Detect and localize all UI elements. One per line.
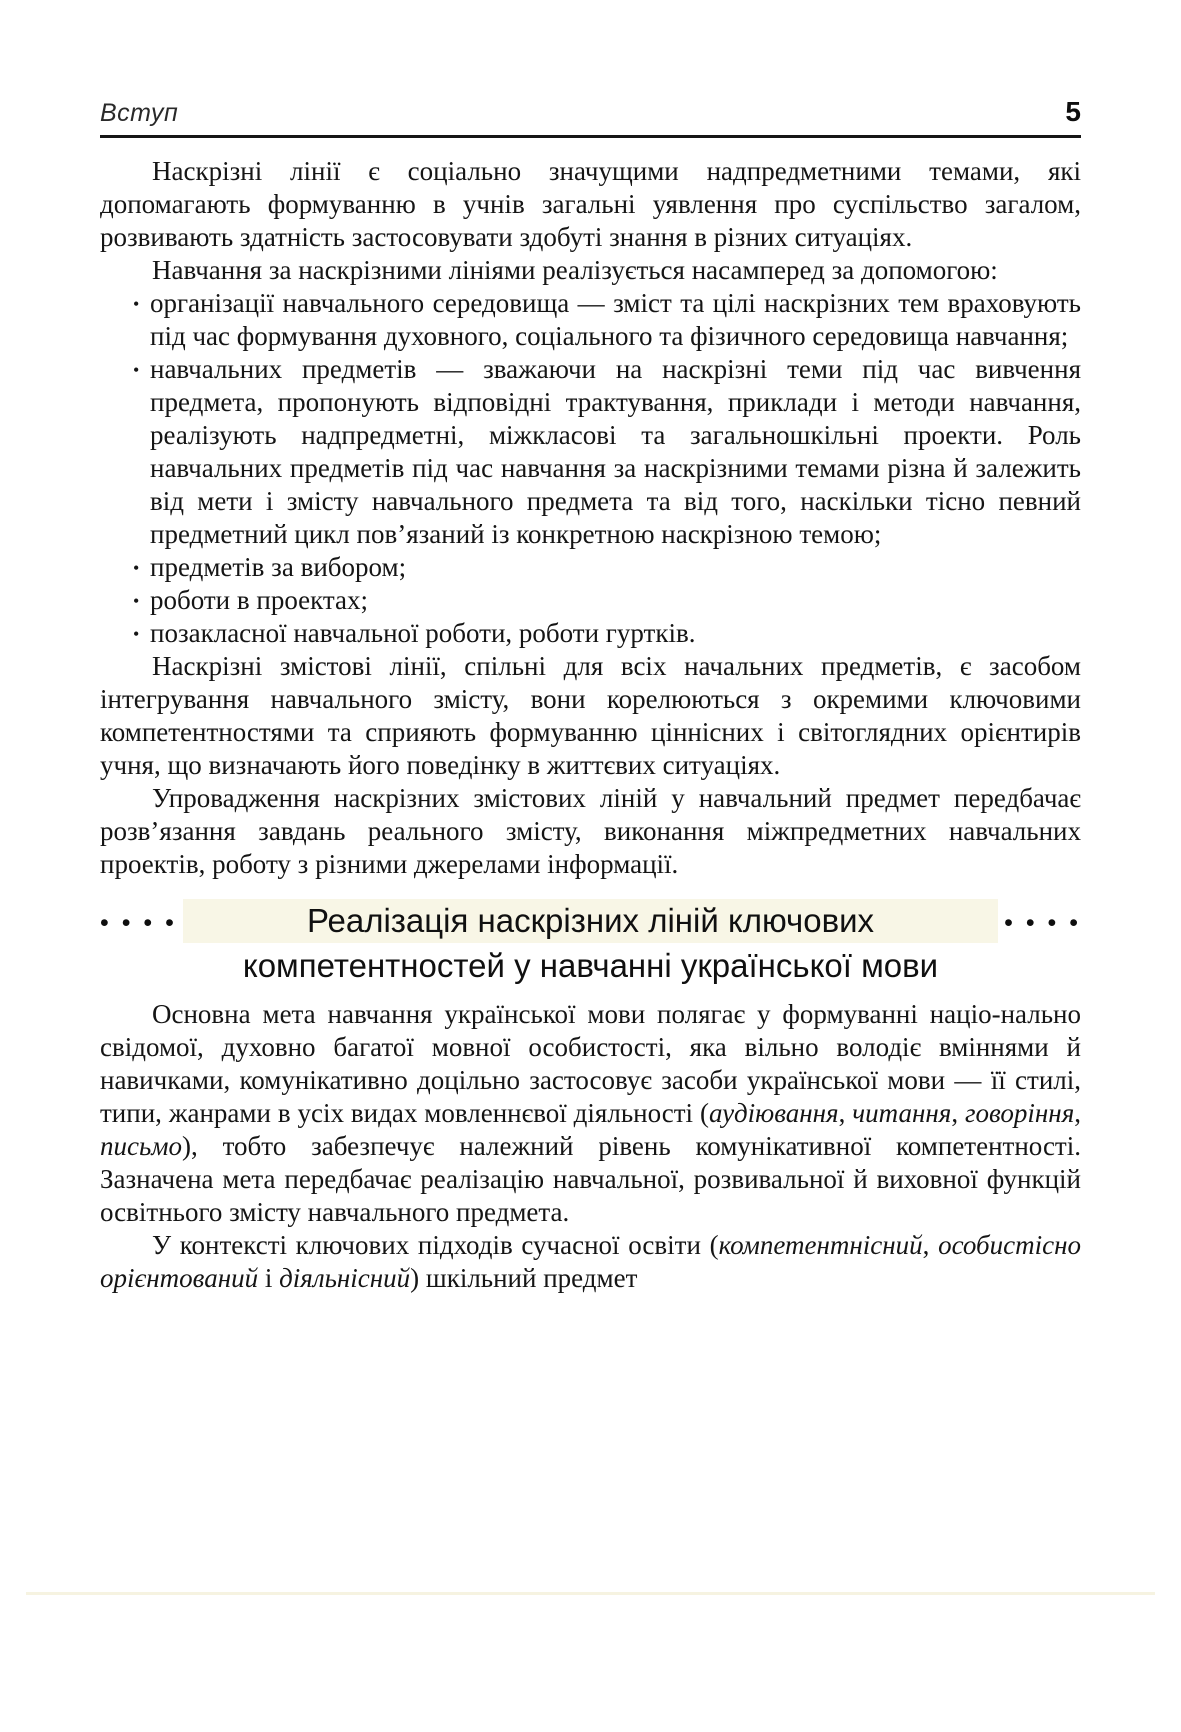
italic-text-run: читання <box>852 1098 952 1128</box>
italic-text-run: діяльнісний <box>279 1263 411 1293</box>
heading-dots-left-icon: • • • • <box>100 908 177 937</box>
section-heading-line2: компетентностей у навчанні української мови <box>242 947 939 984</box>
bullet-list-item <box>100 551 1081 584</box>
bullet-marker-icon: • <box>133 624 140 644</box>
bullet-list-item <box>100 584 1081 617</box>
paragraph <box>100 1229 1081 1295</box>
text-run: Основна мета навчання української мови полягає у формуванні націо-нально свідомої, духовно багатої мовної особистості, яка вільно володіє вміннями й навичками, комунікативно доцільно застосовує засоби української мови — її стилі, типи, жанрами в усіх видах мовленнєвої діяльності ( <box>100 999 1081 1128</box>
paragraph <box>100 998 1081 1229</box>
paragraph <box>100 254 1081 287</box>
bullet-marker-icon: • <box>133 294 140 314</box>
text-run: ) шкільний предмет <box>410 1263 638 1293</box>
text-run: предметів за вибором; <box>150 552 407 582</box>
section-heading-row <box>100 899 1081 943</box>
bullet-list-item <box>100 287 1081 353</box>
text-run: , <box>922 1230 939 1260</box>
text-run: організації навчального середовища — зміст та цілі наскрізних тем враховують під час формування духовного, соціального та фізичного середовища навчання; <box>150 288 1081 351</box>
intro-section <box>100 155 1081 881</box>
text-run: Наскрізні змістові лінії, спільні для всіх начальних предметів, є засобом інтегрування навчального змісту, вони корелюються з окремими ключовими компетентностями та сприяють формуванню ціннісних і світоглядних орієнтирів учня, що визначають його поведінку в життєвих ситуаціях. <box>100 651 1081 780</box>
bullet-marker-icon: • <box>133 360 140 380</box>
text-run: навчальних предметів — зважаючи на наскрізні теми під час вивчення предмета, пропонують відповідні трактування, приклади і методи навчання, реалізують надпредметні, міжкласові та загальношкільні проекти. Роль навчальних предметів під час навчання за наскрізними темами різна й залежить від мети і змісту навчального предмета та від того, наскільки тісно певний предметний цикл пов’язаний із конкретною наскрізною темою; <box>150 354 1081 549</box>
bullet-marker-icon: • <box>133 591 140 611</box>
text-run: , <box>838 1098 853 1128</box>
page-number: 5 <box>1065 96 1081 127</box>
page-body <box>100 155 1081 1295</box>
text-run: У контексті ключових підходів сучасної освіти ( <box>152 1230 719 1260</box>
page-header <box>100 96 1081 128</box>
text-run: Упровадження наскрізних змістових ліній у навчальний предмет передбачає розв’язання завдань реального змісту, виконання міжпредметних навчальних проектів, роботу з різними джерелами інформації. <box>100 783 1081 879</box>
paragraph <box>100 650 1081 782</box>
italic-text-run: особистісно орієнтований <box>100 1230 1081 1293</box>
italic-text-run: аудіювання <box>708 1098 839 1128</box>
paragraph <box>100 782 1081 881</box>
text-run: Наскрізні лінії є соціально значущими надпредметними темами, які допомагають формуванню в учнів загальні уявлення про суспільство загалом, розвивають здатність застосовувати здобуті знання в різних ситуаціях. <box>100 156 1081 252</box>
text-run: , <box>951 1098 966 1128</box>
text-run: позакласної навчальної роботи, роботи гуртків. <box>150 618 696 648</box>
scan-artifact-line <box>26 1592 1155 1595</box>
bullet-list-item <box>100 353 1081 551</box>
bullet-marker-icon: • <box>133 558 140 578</box>
text-run: роботи в проектах; <box>150 585 369 615</box>
text-run: ), тобто забезпечує належний рівень комунікативної компетентності. Зазначена мета передбачає реалізацію навчальної, розвивальної й виховної функцій освітнього змісту навчального предмета. <box>100 1131 1081 1227</box>
italic-text-run: говоріння <box>965 1098 1075 1128</box>
text-run: і <box>258 1263 280 1293</box>
italic-text-run: компетентнісний <box>718 1230 923 1260</box>
running-section-title: Вступ <box>100 99 179 127</box>
bullet-list-item <box>100 617 1081 650</box>
italic-text-run: письмо <box>100 1131 183 1161</box>
header-rule <box>100 135 1081 138</box>
section-heading-line1: Реалізація наскрізних ліній ключових <box>183 899 998 943</box>
heading-dots-right-icon: • • • • <box>1004 908 1081 937</box>
text-run: Навчання за наскрізними лініями реалізується насамперед за допомогою: <box>152 255 998 285</box>
section-heading <box>100 899 1081 988</box>
text-run: , <box>1074 1098 1082 1128</box>
paragraph <box>100 155 1081 254</box>
goal-section <box>100 998 1081 1295</box>
